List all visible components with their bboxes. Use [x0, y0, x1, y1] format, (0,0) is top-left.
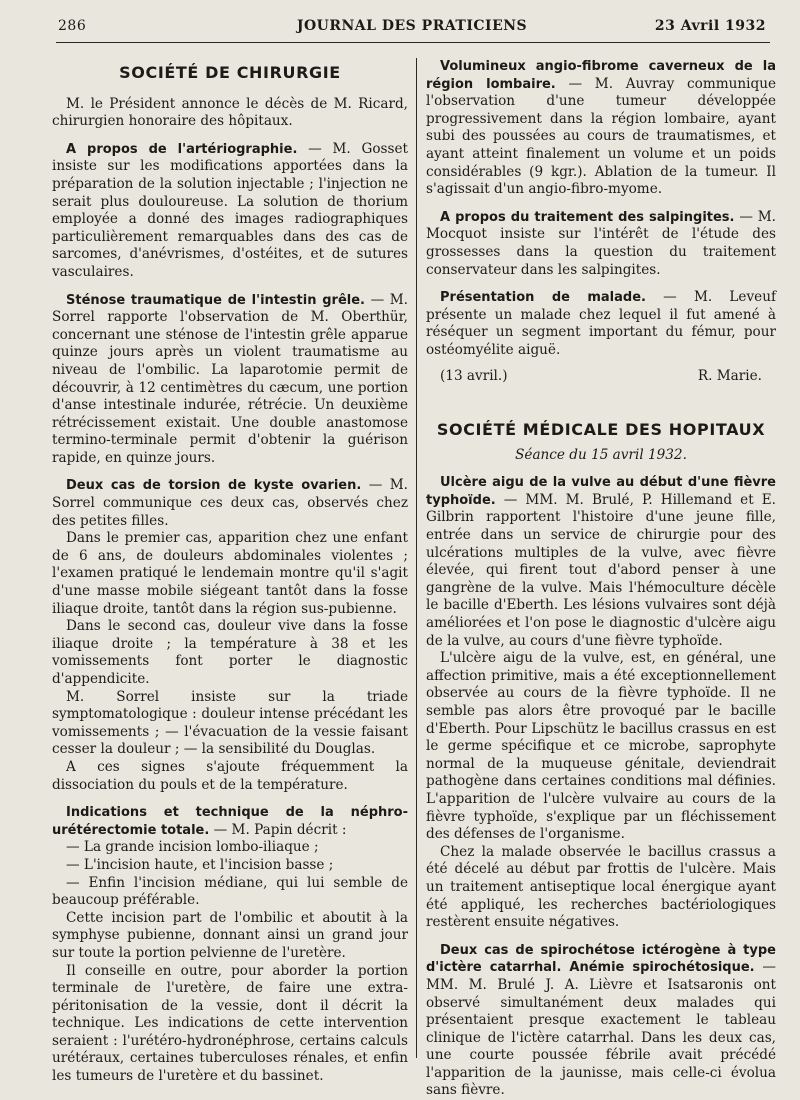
- issue-date: 23 Avril 1932: [654, 18, 766, 34]
- article-body: — M. Mocquot insiste sur l'intérêt de l'étude des grossesses dans la question du traitement conservateur dans les salpingites.: [426, 208, 776, 278]
- article-body: — M. Leveuf présente un malade chez lequel il fut amené à réséquer un segment important du fémur, pour ostéomyélite aiguë.: [426, 289, 776, 358]
- column-divider: [416, 58, 417, 1058]
- list-item: — L'incision haute, et l'incision basse ;: [66, 856, 334, 873]
- article-ulcere: [426, 474, 776, 650]
- article-arteriographie: [52, 141, 408, 282]
- seance-date: Séance du 15 avril 1932.: [515, 446, 687, 463]
- article-body: — MM. M. Brulé J. A. Lièvre et Isatsaronis ont observé simultanément deux malades qui présentaient presque exactement le tableau clinique de l'ictère catarrhal. Dans les deux cas, une courte poussée fébrile avait précédé l'apparition de la jaunisse, mais celle-ci évolua sans fièvre.: [426, 959, 776, 1099]
- list-item: — Enfin l'incision médiane, qui lui semble de beaucoup préférable.: [52, 874, 408, 909]
- article-spirochetose: [426, 942, 776, 1100]
- signature-name: R. Marie.: [697, 367, 762, 384]
- paragraph: Chez la malade observée le bacillus crassus a été décelé au début par frottis de l'ulcère. Mais un traitement antiseptique local énergique ayant été appliqué, les recherches bactériologiques restèrent ensuite négatives.: [426, 843, 776, 931]
- society-heading-medicale: SOCIÉTÉ MÉDICALE DES HOPITAUX: [436, 420, 766, 440]
- article-title: A propos du traitement des salpingites.: [440, 209, 735, 225]
- article-nephro: [52, 804, 408, 839]
- article-body: — M. Gosset insiste sur les modifications apportées dans la préparation de la solution injectable ; l'injection ne serait plus douloureuse. La solution de thorium employée a donné des images radiographiques particulièrement remarquables dans des cas de sarcomes, d'anévrismes, d'ostéites, et de sutures vasculaires.: [52, 140, 408, 280]
- journal-title: JOURNAL DES PRATICIENS: [296, 18, 528, 34]
- article-title: Sténose traumatique de l'intestin grêle.: [66, 292, 365, 308]
- paragraph: Dans le premier cas, apparition chez une enfant de 6 ans, de douleurs abdominales violentes ; l'examen pratiqué le lendemain montre qu'il s'agit d'une masse mobile siégeant tantôt dans la fosse iliaque droite, tantôt dans la région sus-pubienne.: [52, 530, 408, 617]
- article-malade: [426, 289, 776, 359]
- left-column: [52, 58, 408, 1086]
- paragraph: A ces signes s'ajoute fréquemment la dissociation du pouls et de la température.: [52, 758, 408, 793]
- paragraph: Cette incision part de l'ombilic et aboutit à la symphyse pubienne, donnant ainsi un grand jour sur toute la portion pelvienne de l'uretère.: [52, 909, 408, 961]
- running-head: [58, 18, 766, 40]
- president-paragraph: M. le Président annonce le décès de M. Ricard, chirurgien honoraire des hôpitaux.: [52, 95, 408, 130]
- article-title: A propos de l'artériographie.: [66, 141, 298, 157]
- article-body: — M. Sorrel communique ces deux cas, observés chez des petites filles.: [52, 477, 408, 529]
- header-rule: [56, 42, 770, 43]
- paragraph: Dans le second cas, douleur vive dans la fosse iliaque droite ; la température à 38 et les vomissements font porter le diagnostic d'appendicite.: [52, 618, 408, 687]
- article-title: Indications et technique de la néphro-urétérectomie totale.: [52, 805, 408, 838]
- article-body: — M. Sorrel rapporte l'observation de M. Oberthür, concernant une sténose de l'intestin grêle apparue quinze jours après un violent traumatisme au niveau de l'ombilic. La laparotomie permit de découvrir, à 12 centimètres du cæcum, une portion d'anse intestinale indurée, rétrécie. Un deuxième rétrécissement existait. Une double anastomose termino-terminale permit d'obtenir la guérison rapide, en quinze jours.: [52, 291, 408, 466]
- article-body: — M. Papin décrit :: [209, 821, 347, 838]
- signature-date: (13 avril.): [440, 367, 508, 384]
- article-title: Volumineux angio-fibrome caverneux de la région lombaire.: [426, 59, 776, 92]
- article-body: — M. Auvray communique l'observation d'une tumeur développée progressivement dans la région lombaire, ayant subi des poussées au cours de traumatismes, et ayant atteint finalement un volume et un poids considérables (9 kgr.). Ablation de la tumeur. Il s'agissait d'un angio-fibro-myome.: [426, 75, 776, 198]
- article-body: — MM. M. Brulé, P. Hillemand et E. Gilbrin rapportent l'histoire d'une jeune fille, entrée dans un service de chirurgie pour des ulcérations multiples de la vulve, avec fièvre élevée, qui firent tout d'abord penser à une gangrène de la vulve. Mais l'hémoculture décèle le bacille d'Eberth. Les lésions vulvaires sont déjà améliorées et l'on pose le diagnostic d'ulcère aigu de la vulve, au cours d'une fièvre typhoïde.: [426, 491, 776, 649]
- list-item: — La grande incision lombo-iliaque ;: [66, 839, 319, 856]
- article-title: Deux cas de spirochétose ictérogène à type d'ictère catarrhal. Anémie spirochétosique.: [426, 942, 776, 976]
- article-title: Ulcère aigu de la vulve au début d'une fièvre typhoïde.: [426, 475, 776, 508]
- paragraph: L'ulcère aigu de la vulve, est, en général, une affection primitive, mais a été exceptionnellement observée au cours de la fièvre typhoïde. Il ne semble pas alors être provoqué par le bacille d'Eberth. Pour Lipschütz le bacillus crassus en est le germe spécifique et ce microbe, saprophyte normal de la muqueuse génitale, deviendrait pathogène dans certaines conditions mal définies. L'apparition de l'ulcère vulvaire au cours de la fièvre typhoïde, s'explique par un fléchissement des défenses de l'organisme.: [426, 650, 776, 843]
- article-title: Présentation de malade.: [440, 290, 646, 306]
- paragraph: Il conseille en outre, pour aborder la portion terminale de l'uretère, de faire une extra-péritonisation de la vessie, dont il décrit la technique. Les indications de cette intervention seraient : l'urétéro-hydronéphrose, certains calculs urétéraux, certaines tuberculoses rénales, et enfin les tumeurs de l'uretère et du bassinet.: [52, 962, 408, 1085]
- article-torsion: [52, 477, 408, 530]
- article-stenose: [52, 292, 408, 468]
- society-heading-chirurgie: SOCIÉTÉ DE CHIRURGIE: [119, 63, 341, 82]
- report-signature: [426, 368, 776, 386]
- article-salpingites: [426, 209, 776, 279]
- paragraph: M. Sorrel insiste sur la triade symptomatologique : douleur intense précédant les vomissements ; — l'évacuation de la vessie faisant cesser la douleur ; — la sensibilité du Douglas.: [52, 688, 408, 758]
- page-number: 286: [58, 18, 87, 34]
- article-angio: [426, 58, 776, 199]
- article-title: Deux cas de torsion de kyste ovarien.: [66, 478, 362, 494]
- right-column: [426, 58, 776, 1100]
